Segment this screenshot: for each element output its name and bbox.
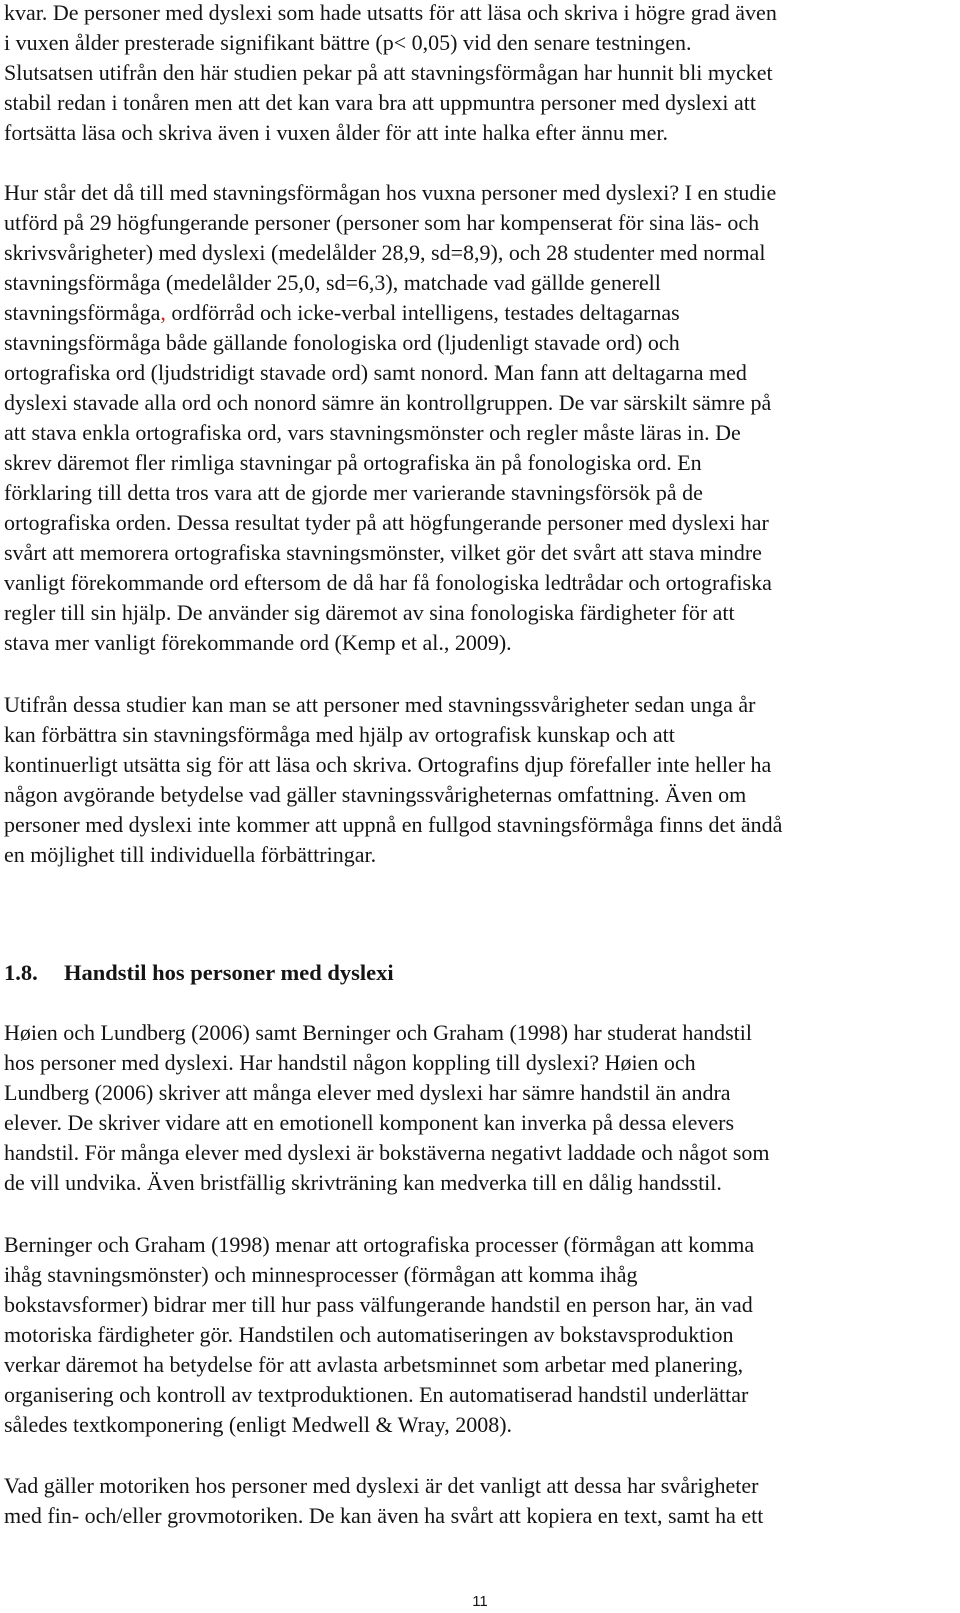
text-line: handstil. För många elever med dyslexi är bokstäverna negativt laddade och något som xyxy=(4,1140,770,1165)
text-line: elever. De skriver vidare att en emotionell komponent kan inverka på dessa elevers xyxy=(4,1110,735,1135)
text-line: hos personer med dyslexi. Har handstil någon koppling till dyslexi? Høien och xyxy=(4,1050,696,1075)
text-line: Utifrån dessa studier kan man se att personer med stavningssvårigheter sedan unga år xyxy=(4,692,756,717)
text-line: stavningsförmåga både gällande fonologiska ord (ljudenligt stavade ord) och xyxy=(4,330,680,355)
text-line: stabil redan i tonåren men att det kan vara bra att uppmuntra personer med dyslexi att xyxy=(4,90,757,115)
text-line: motoriska färdigheter gör. Handstilen och automatiseringen av bokstavsproduktion xyxy=(4,1322,734,1347)
text-line: ortografiska orden. Dessa resultat tyder på att högfungerande personer med dyslexi har xyxy=(4,510,769,535)
text-line: svårt att memorera ortografiska stavningsmönster, vilket gör det svårt att stava mindre xyxy=(4,540,762,565)
text-line: dyslexi stavade alla ord och nonord sämre än kontrollgruppen. De var särskilt sämre på xyxy=(4,390,772,415)
paragraph-motor-skills xyxy=(4,1471,952,1531)
text-line: organisering och kontroll av textproduktionen. En automatiserad handstil underlättar xyxy=(4,1382,749,1407)
text-line: Berninger och Graham (1998) menar att ortografiska processer (förmågan att komma xyxy=(4,1232,755,1257)
paragraph-adult-spelling xyxy=(4,178,952,658)
text-line: verkar däremot ha betydelse för att avlasta arbetsminnet som arbetar med planering, xyxy=(4,1352,744,1377)
text-fragment: stavningsförmåga xyxy=(4,300,161,325)
text-line: med fin- och/eller grovmotoriken. De kan även ha svårt att kopiera en text, samt ha ett xyxy=(4,1503,764,1528)
text-line: förklaring till detta tros vara att de gjorde mer varierande stavningsförsök på de xyxy=(4,480,703,505)
text-line: kvar. De personer med dyslexi som hade utsatts för att läsa och skriva i högre grad även xyxy=(4,0,777,25)
text-line: ortografiska ord (ljudstridigt stavade ord) samt nonord. Man fann att deltagarna med xyxy=(4,360,747,385)
text-line: regler till sin hjälp. De använder sig däremot av sina fonologiska färdigheter för att xyxy=(4,600,735,625)
text-line: stava mer vanligt förekommande ord (Kemp et al., 2009). xyxy=(4,630,512,655)
text-line: bokstavsformer) bidrar mer till hur pass välfungerande handstil en person har, än vad xyxy=(4,1292,753,1317)
text-line: Høien och Lundberg (2006) samt Berninger och Graham (1998) har studerat handstil xyxy=(4,1020,752,1045)
text-line: Hur står det då till med stavningsförmågan hos vuxna personer med dyslexi? I en studie xyxy=(4,180,777,205)
text-line: någon avgörande betydelse vad gäller stavningssvårigheternas omfattning. Även om xyxy=(4,782,747,807)
text-line: en möjlighet till individuella förbättringar. xyxy=(4,842,377,867)
text-line: ihåg stavningsmönster) och minnesprocesser (förmågan att komma ihåg xyxy=(4,1262,638,1287)
text-line: fortsätta läsa och skriva även i vuxen ålder för att inte halka efter ännu mer. xyxy=(4,120,669,145)
paragraph-handwriting-intro xyxy=(4,1018,952,1198)
text-line: således textkomponering (enligt Medwell & Wray, 2008). xyxy=(4,1412,513,1437)
page-number: 11 xyxy=(472,1593,488,1610)
text-line: kontinuerligt utsätta sig för att läsa och skriva. Ortografins djup förefaller inte heller ha xyxy=(4,752,772,777)
section-heading xyxy=(4,958,394,988)
text-line: vanligt förekommande ord eftersom de då har få fonologiska ledtrådar och ortografiska xyxy=(4,570,772,595)
text-line: de vill undvika. Även bristfällig skrivträning kan medverka till en dålig handsstil. xyxy=(4,1170,722,1195)
text-fragment: ordförråd och icke-verbal intelligens, testades deltagarnas xyxy=(165,300,680,325)
text-line: i vuxen ålder presterade signifikant bättre (p< 0,05) vid den senare testningen. xyxy=(4,30,692,55)
text-line: Vad gäller motoriken hos personer med dyslexi är det vanligt att dessa har svårigheter xyxy=(4,1473,759,1498)
text-line xyxy=(4,298,952,328)
section-title: Handstil hos personer med dyslexi xyxy=(64,960,394,985)
text-line: stavningsförmåga (medelålder 25,0, sd=6,3), matchade vad gällde generell xyxy=(4,270,661,295)
text-line: kan förbättra sin stavningsförmåga med hjälp av ortografisk kunskap och att xyxy=(4,722,675,747)
paragraph-summary xyxy=(4,690,952,870)
text-line: utförd på 29 högfungerande personer (personer som har kompenserat för sina läs- och xyxy=(4,210,760,235)
paragraph-study-conclusion xyxy=(4,0,952,148)
text-line: Lundberg (2006) skriver att många elever med dyslexi har sämre handstil än andra xyxy=(4,1080,731,1105)
text-line: skrev däremot fler rimliga stavningar på ortografiska än på fonologiska ord. En xyxy=(4,450,702,475)
red-comma: , xyxy=(160,300,166,325)
text-line: skrivsvårigheter) med dyslexi (medelålder 28,9, sd=8,9), och 28 studenter med normal xyxy=(4,240,766,265)
text-line: personer med dyslexi inte kommer att uppnå en fullgod stavningsförmåga finns det ändå xyxy=(4,812,783,837)
section-number: 1.8. xyxy=(4,960,38,985)
paragraph-berninger-graham xyxy=(4,1230,952,1440)
text-line: att stava enkla ortografiska ord, vars stavningsmönster och regler måste läras in. De xyxy=(4,420,741,445)
text-line: Slutsatsen utifrån den här studien pekar på att stavningsförmågan har hunnit bli mycket xyxy=(4,60,773,85)
